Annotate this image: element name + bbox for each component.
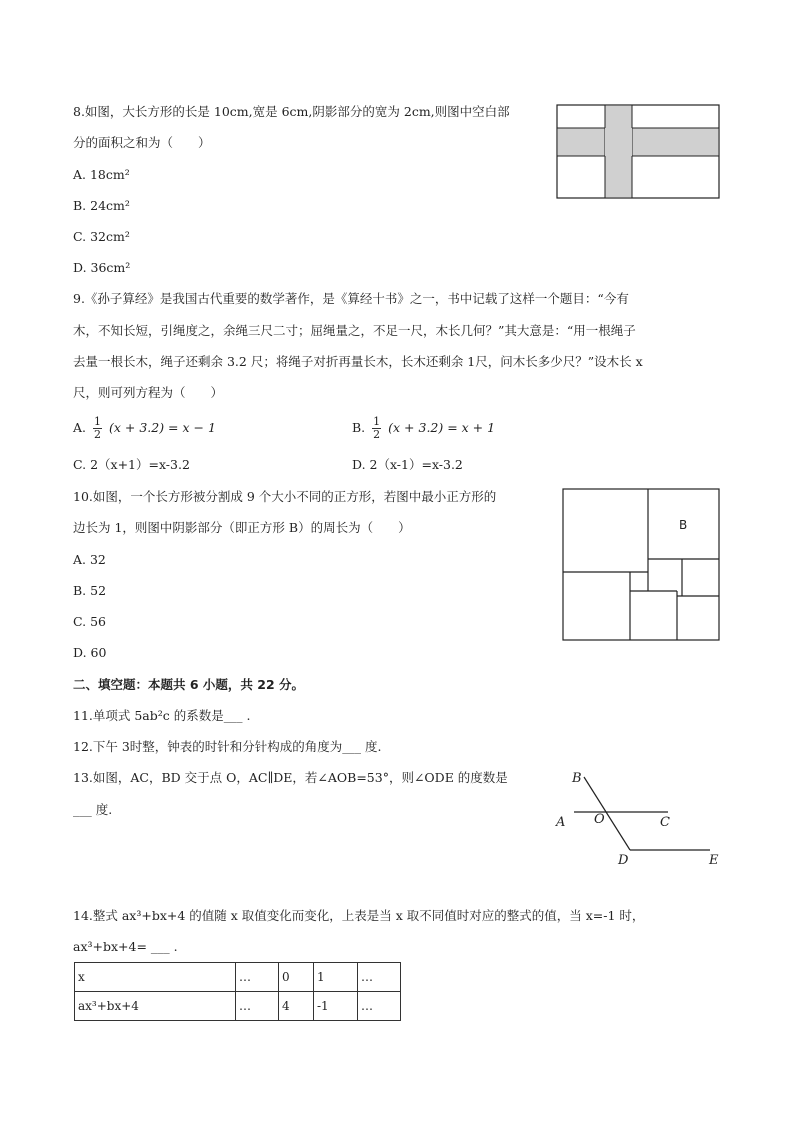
q8-stem-line2: 分的面积之和为（ ） xyxy=(73,135,211,150)
q9-line3: 去量一根长木，绳子还剩余 3.2 尺；将绳子对折再量长木，长木还剩余 1尺，问木长多少尺？”设木长 x xyxy=(73,354,643,369)
q9-line4: 尺，则可列方程为（ ） xyxy=(73,385,224,400)
q8-option-a: A. 18cm² xyxy=(73,167,130,182)
q9-option-b-fraction xyxy=(372,416,381,441)
q13-label-e: E xyxy=(709,853,719,868)
q13-parallel-lines-figure xyxy=(552,768,727,868)
q10-line2: 边长为 1，则图中阴影部分（即正方形 B）的周长为（ ） xyxy=(73,520,411,535)
q9-option-b-numerator: 1 xyxy=(373,415,381,428)
section2-heading: 二、填空题：本题共 6 小题，共 22 分。 xyxy=(73,677,305,692)
q9-option-a-label: A. xyxy=(73,420,87,435)
q9-option-b xyxy=(352,414,495,442)
q8-shade-horizontal xyxy=(557,128,719,156)
q13-line1: 13.如图，AC，BD 交于点 O，AC∥DE，若∠AOB=53°，则∠ODE 的度数是 xyxy=(73,770,508,785)
q10-line1: 10.如图，一个长方形被分割成 9 个大小不同的正方形，若图中最小正方形的 xyxy=(73,489,497,504)
table-cell: x xyxy=(75,963,236,992)
q13-label-o: O xyxy=(594,812,605,827)
q8-option-b: B. 24cm² xyxy=(73,198,130,213)
table-cell: … xyxy=(236,963,279,992)
q10-square-b-label: B xyxy=(679,518,688,532)
q13-label-b: B xyxy=(572,771,582,786)
q14-line1: 14.整式 ax³+bx+4 的值随 x 取值变化而变化，上表是当 x 取不同值时对应的整式的值，当 x=-1 时， xyxy=(73,908,645,923)
table-cell: ax³+bx+4 xyxy=(75,992,236,1021)
q9-option-b-denominator: 2 xyxy=(373,428,381,441)
q9-option-b-expression: (x + 3.2) = x + 1 xyxy=(388,420,496,435)
q9-option-a-expression: (x + 3.2) = x − 1 xyxy=(108,420,216,435)
table-cell: 0 xyxy=(279,963,314,992)
q8-cross-figure xyxy=(556,104,722,200)
table-cell: 1 xyxy=(314,963,358,992)
q9-option-a-numerator: 1 xyxy=(94,415,101,428)
table-row xyxy=(75,963,401,992)
q9-line1: 9.《孙子算经》是我国古代重要的数学著作，是《算经十书》之一，书中记载了这样一个题目：“今有 xyxy=(73,291,629,306)
q10-squares-figure xyxy=(562,488,722,643)
q9-line2: 木，不知长短，引绳度之，余绳三尺二寸；屈绳量之，不足一尺，木长几何？”其大意是：“用一根绳子 xyxy=(73,323,636,338)
q9-option-a xyxy=(73,414,216,442)
q13-label-d: D xyxy=(618,853,629,868)
q8-stem-line1: 8.如图，大长方形的长是 10cm,宽是 6cm,阴影部分的宽为 2cm,则图中空白部 xyxy=(73,104,510,119)
q9-option-a-denominator: 2 xyxy=(94,428,101,441)
q12-text: 12.下午 3时整，钟表的时针和分针构成的角度为___ 度. xyxy=(73,739,382,754)
q14-line2: ax³+bx+4= ___ . xyxy=(73,939,178,954)
q10-option-c: C. 56 xyxy=(73,614,106,629)
q8-option-d: D. 36cm² xyxy=(73,260,131,275)
q8-option-c: C. 32cm² xyxy=(73,229,130,244)
q13-line2: ___ 度. xyxy=(73,802,113,817)
table-cell: … xyxy=(358,992,401,1021)
q9-option-a-fraction xyxy=(93,416,102,441)
q10-option-d: D. 60 xyxy=(73,645,107,660)
q9-option-d: D. 2（x-1）=x-3.2 xyxy=(352,457,463,472)
q13-label-c: C xyxy=(660,815,670,830)
table-cell: 4 xyxy=(279,992,314,1021)
table-cell: … xyxy=(358,963,401,992)
table-row xyxy=(75,992,401,1021)
q13-label-a: A xyxy=(556,815,566,830)
q11-text: 11.单项式 5ab²c 的系数是___ . xyxy=(73,708,251,723)
q10-option-a: A. 32 xyxy=(73,552,106,567)
table-cell: … xyxy=(236,992,279,1021)
q14-value-table xyxy=(74,962,401,1021)
q10-option-b: B. 52 xyxy=(73,583,107,598)
q9-option-c: C. 2（x+1）=x-3.2 xyxy=(73,457,190,472)
table-cell: -1 xyxy=(314,992,358,1021)
q9-option-b-label: B. xyxy=(352,420,366,435)
